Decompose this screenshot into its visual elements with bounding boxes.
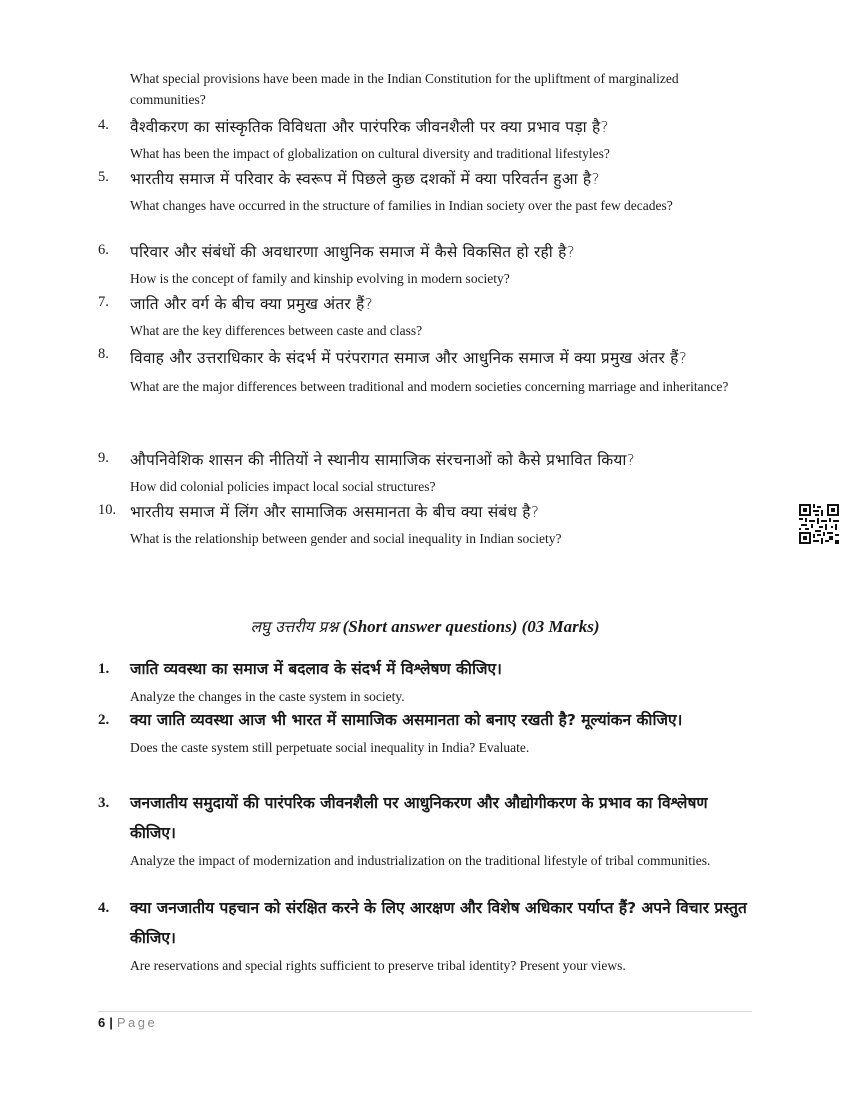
carryover-question-text: What special provisions have been made in the Indian Constitution for the upliftment of marginalized communities? <box>130 71 679 107</box>
question-english: Are reservations and special rights sufficient to preserve tribal identity? Present your views. <box>130 958 626 973</box>
question-english: What are the major differences between traditional and modern societies concerning marriage and inheritance? <box>130 379 729 394</box>
question-number: 4. <box>98 900 110 916</box>
question-english: Analyze the changes in the caste system in society. <box>130 689 405 704</box>
page-label: Page <box>116 1015 158 1030</box>
short-question-item <box>98 705 748 758</box>
section-heading-english: (Short answer questions) (03 Marks) <box>342 617 600 636</box>
question-hindi: क्या जनजातीय पहचान को संरक्षित करने के लिए आरक्षण और विशेष अधिकार पर्याप्त हैं? अपने विचार प्रस्तुत कीजिए। <box>130 899 747 947</box>
question-hindi: क्या जाति व्यवस्था आज भी भारत में सामाजिक असमानता को बनाए रखती है? मूल्यांकन कीजिए। <box>130 711 683 729</box>
question-hindi: वैश्वीकरण का सांस्कृतिक विविधता और पारंपरिक जीवनशैली पर क्या प्रभाव पड़ा है? <box>130 118 609 136</box>
question-hindi: जाति व्यवस्था का समाज में बदलाव के संदर्भ में विश्लेषण कीजिए। <box>130 660 502 678</box>
question-english: What are the key differences between caste and class? <box>130 323 423 338</box>
question-english: Does the caste system still perpetuate social inequality in India? Evaluate. <box>130 740 530 755</box>
question-number: 4. <box>98 117 109 133</box>
question-hindi: जाति और वर्ग के बीच क्या प्रमुख अंतर हैं? <box>130 295 373 313</box>
question-number: 10. <box>98 502 117 518</box>
question-item <box>98 499 738 549</box>
short-question-item <box>98 788 748 871</box>
question-number: 2. <box>98 712 110 728</box>
question-hindi: जनजातीय समुदायों की पारंपरिक जीवनशैली पर आधुनिकरण और औद्योगीकरण के प्रभाव का विश्लेषण कीजिए। <box>130 794 708 842</box>
question-item <box>98 239 738 289</box>
question-item <box>98 166 738 216</box>
question-english: What has been the impact of globalization on cultural diversity and traditional lifestyles? <box>130 146 610 161</box>
footer-divider <box>98 1011 752 1012</box>
question-number: 1. <box>98 661 110 677</box>
question-hindi: भारतीय समाज में लिंग और सामाजिक असमानता के बीच क्या संबंध है? <box>130 503 540 521</box>
question-item <box>98 447 738 497</box>
question-english: What changes have occurred in the structure of families in Indian society over the past few decades? <box>130 198 673 213</box>
question-item <box>98 291 738 341</box>
question-item <box>98 343 738 397</box>
question-number: 9. <box>98 450 109 466</box>
question-number: 8. <box>98 346 109 362</box>
question-english: Analyze the impact of modernization and industrialization on the traditional lifestyle of tribal communities. <box>130 853 711 868</box>
question-item <box>98 114 738 164</box>
page-number: 6 <box>98 1015 106 1030</box>
question-english: How is the concept of family and kinship evolving in modern society? <box>130 271 510 286</box>
question-number: 7. <box>98 294 109 310</box>
question-english: What is the relationship between gender and social inequality in Indian society? <box>130 531 562 546</box>
question-hindi: परिवार और संबंधों की अवधारणा आधुनिक समाज में कैसे विकसित हो रही है? <box>130 243 575 261</box>
question-number: 6. <box>98 242 109 258</box>
section-heading-hindi: लघु उत्तरीय प्रश्न <box>250 618 339 636</box>
question-number: 3. <box>98 795 110 811</box>
qr-code-icon <box>799 504 839 544</box>
question-hindi: विवाह और उत्तराधिकार के संदर्भ में परंपरागत समाज और आधुनिक समाज में क्या प्रमुख अंतर हैं? <box>130 349 688 367</box>
question-hindi: औपनिवेशिक शासन की नीतियों ने स्थानीय सामाजिक संरचनाओं को कैसे प्रभावित किया? <box>130 451 635 469</box>
section-heading <box>0 615 850 637</box>
footer-separator: | <box>109 1015 113 1030</box>
question-number: 5. <box>98 169 109 185</box>
question-hindi: भारतीय समाज में परिवार के स्वरूप में पिछले कुछ दशकों में क्या परिवर्तन हुआ है? <box>130 170 600 188</box>
short-question-item <box>98 893 748 976</box>
question-english: How did colonial policies impact local social structures? <box>130 479 436 494</box>
short-question-item <box>98 654 748 707</box>
page-footer <box>98 1015 157 1030</box>
